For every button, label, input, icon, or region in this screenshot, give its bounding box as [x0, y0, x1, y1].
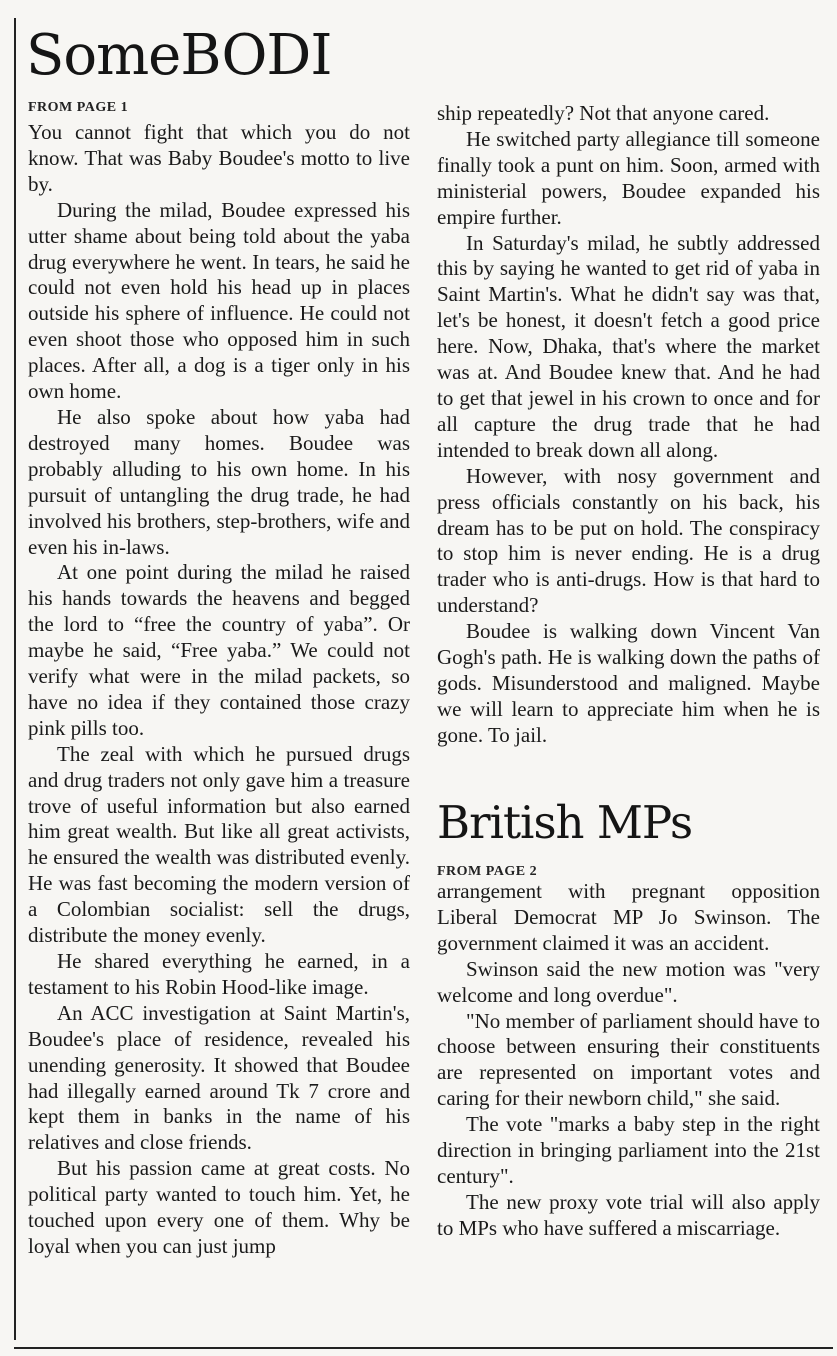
article2-column	[437, 879, 820, 1242]
headline-british-mps: British MPs	[437, 796, 693, 849]
article1-paragraph: He switched party allegiance till someone finally took a punt on him. Soon, armed with ministerial powers, Boudee expanded his empire further.	[437, 126, 820, 229]
article2-paragraph: The new proxy vote trial will also apply to MPs who have suffered a miscarriage.	[437, 1189, 820, 1240]
article2-paragraph: arrangement with pregnant opposition Liberal Democrat MP Jo Swinson. The government claimed it was an accident.	[437, 879, 820, 955]
jump-label-page-2: FROM PAGE 2	[437, 864, 538, 879]
headline-somebodi: SomeBODI	[26, 23, 332, 88]
article1-paragraph: Boudee is walking down Vincent Van Gogh's path. He is walking down the paths of gods. Misunderstood and maligned. Maybe we will learn to appreciate him when he is gone. To jail.	[437, 619, 820, 747]
bottom-rule	[14, 1347, 833, 1349]
article1-paragraph: At one point during the milad he raised his hands towards the heavens and begged the lord to “free the country of yaba”. Or maybe he said, “Free yaba.” We could not verify what were in the milad packets, so have no idea if they contained those crazy pink pills too.	[28, 560, 410, 740]
article1-paragraph: You cannot fight that which you do not know. That was Baby Boudee's motto to live by.	[28, 120, 410, 196]
article2-paragraph: The vote "marks a baby step in the right direction in bringing parliament into the 21st century".	[437, 1112, 820, 1188]
article2-paragraph: "No member of parliament should have to choose between ensuring their constituents are represented on important votes and caring for their newborn child," she said.	[437, 1008, 820, 1111]
article1-paragraph: However, with nosy government and press officials constantly on his back, his dream has to be put on hold. The conspiracy to stop him is never ending. He is a drug trader who is anti-drugs. How is that hard to understand?	[437, 463, 820, 618]
article1-paragraph: In Saturday's milad, he subtly addressed this by saying he wanted to get rid of yaba in Saint Martin's. What he didn't say was that, let's be honest, it doesn't fetch a good price here. Now, Dhaka, that's where the market was at. And Boudee knew that. And he had to get that jewel in his crown to once and for all capture the drug trade that he had intended to break down all along.	[437, 230, 820, 462]
article2-paragraph: Swinson said the new motion was "very welcome and long overdue".	[437, 956, 820, 1007]
article1-paragraph: ship repeatedly? Not that anyone cared.	[437, 101, 770, 125]
jump-label-page-1: FROM PAGE 1	[28, 100, 129, 115]
article1-column-1	[28, 120, 410, 1260]
article1-paragraph: He also spoke about how yaba had destroyed many homes. Boudee was probably alluding to his own home. In his pursuit of untangling the drug trade, he had involved his brothers, step-brothers, wife and even his in-laws.	[28, 404, 410, 559]
article1-column-2	[437, 101, 820, 749]
article1-paragraph: He shared everything he earned, in a testament to his Robin Hood-like image.	[28, 949, 410, 999]
article1-paragraph: During the milad, Boudee expressed his utter shame about being told about the yaba drug everywhere he went. In tears, he said he could not even hold his head up in places outside his sphere of influence. He could not even shoot those who opposed him in such places. After all, a dog is a tiger only in his own home.	[28, 197, 410, 404]
article1-paragraph: The zeal with which he pursued drugs and drug traders not only gave him a treasure trove of useful information but also earned him great wealth. But like all great activists, he ensured the wealth was distributed evenly. He was fast becoming the modern version of a Colombian socialist: sell the drugs, distribute the money evenly.	[28, 741, 410, 948]
article1-paragraph: But his passion came at great costs. No political party wanted to touch him. Yet, he touched upon every one of them. Why be loyal when you can just jump	[28, 1156, 410, 1258]
left-column-rule	[14, 18, 16, 1340]
article1-paragraph: An ACC investigation at Saint Martin's, Boudee's place of residence, revealed his unending generosity. It showed that Boudee had illegally earned around Tk 7 crore and kept them in banks in the name of his relatives and close friends.	[28, 1000, 410, 1155]
